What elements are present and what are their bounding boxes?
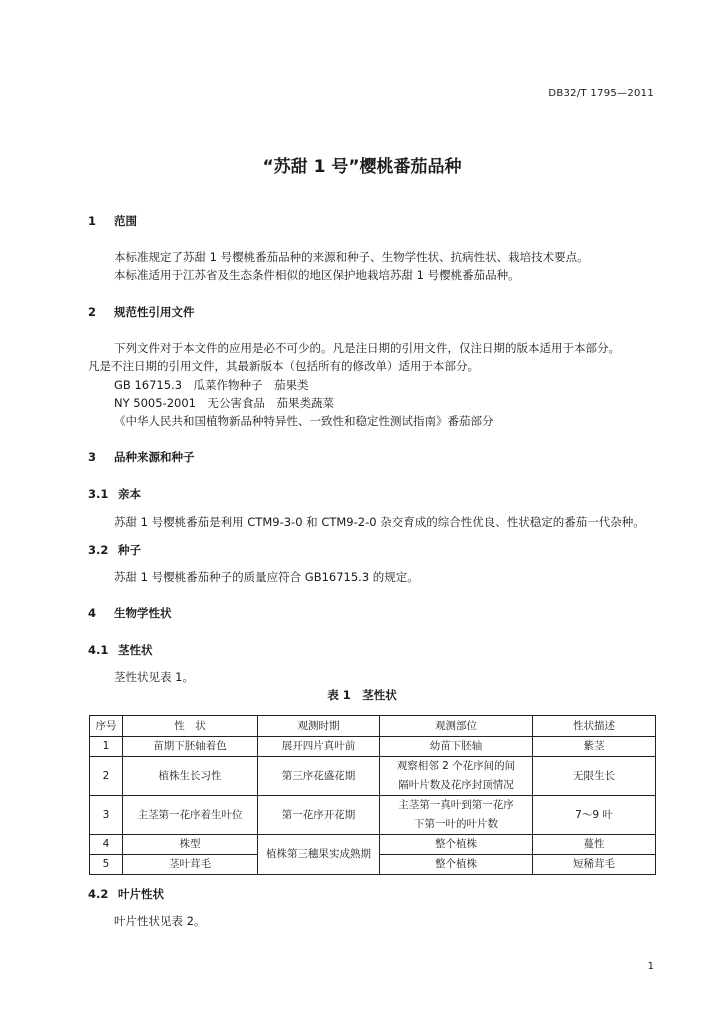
table-header-cell: 序号 [90,716,123,737]
table-header-cell: 观测部位 [380,716,533,737]
reference-item: NY 5005-2001 无公害食品 茄果类蔬菜 [114,396,334,410]
table-header-cell: 观测时期 [258,716,380,737]
table-cell: 紫茎 [533,737,656,757]
paragraph: 茎性状见表 1。 [114,670,194,684]
standard-number: DB32/T 1795—2011 [548,88,654,99]
paragraph: 苏甜 1 号樱桃番茄是利用 CTM9-3-0 和 CTM9-2-0 杂交育成的综合性优良、性状稳定的番茄一代杂种。 [114,515,645,529]
table-row [90,796,656,835]
table-row [90,835,656,855]
subsection-4-1-heading [88,642,153,658]
section-number: 2 [88,305,97,319]
table-cell: 主茎第一花序着生叶位 [123,796,258,835]
subsection-3-1-heading [88,486,141,502]
subsection-title: 种子 [118,543,141,557]
paragraph: 凡是不注日期的引用文件，其最新版本（包括所有的修改单）适用于本部分。 [88,359,479,373]
table-cell [380,796,533,835]
table-cell: 2 [90,757,123,796]
table-cell: 第一花序开花期 [258,796,380,835]
subsection-number: 4.1 [88,643,109,657]
page-number: 1 [647,961,654,972]
document-title: “苏甜 1 号”樱桃番茄品种 [262,157,462,177]
table-cell-merged: 植株第三穗果实成熟期 [258,835,380,875]
section-3-heading [88,449,195,465]
cell-line: 观察相邻 2 个花序间的间 [396,760,516,772]
table-row [90,737,656,757]
table-cell: 整个植株 [380,855,533,875]
cell-line: 主茎第一真叶到第一花序 [398,799,514,811]
table-header-row [90,716,656,737]
section-title: 生物学性状 [114,606,172,620]
paragraph: 下列文件对于本文件的应用是必不可少的。凡是注日期的引用文件，仅注日期的版本适用于本部分。 [114,341,620,355]
table-cell: 植株生长习性 [123,757,258,796]
section-title: 范围 [114,214,137,228]
table-cell: 蔓性 [533,835,656,855]
table-cell: 展开四片真叶前 [258,737,380,757]
paragraph: 本标准规定了苏甜 1 号樱桃番茄品种的来源和种子、生物学性状、抗病性状、栽培技术要点。 [114,250,589,264]
reference-item: 《中华人民共和国植物新品种特异性、一致性和稳定性测试指南》番茄部分 [114,414,494,428]
section-number: 3 [88,450,97,464]
table-cell: 苗期下胚轴着色 [123,737,258,757]
stem-traits-table [89,715,656,875]
table-cell: 5 [90,855,123,875]
subsection-title: 叶片性状 [118,887,164,901]
subsection-number: 3.2 [88,543,109,557]
table-cell [380,757,533,796]
table-header-cell: 性 状 [123,716,258,737]
table-cell: 4 [90,835,123,855]
section-title: 品种来源和种子 [114,450,195,464]
paragraph: 本标准适用于江苏省及生态条件相似的地区保护地栽培苏甜 1 号樱桃番茄品种。 [114,268,520,282]
section-number: 1 [88,214,97,228]
section-4-heading [88,605,172,621]
table-cell: 3 [90,796,123,835]
table-cell: 无限生长 [533,757,656,796]
table-cell: 幼苗下胚轴 [380,737,533,757]
paragraph: 叶片性状见表 2。 [114,914,206,928]
table-header-cell: 性状描述 [533,716,656,737]
section-1-heading [88,213,137,229]
table-cell: 第三序花盛花期 [258,757,380,796]
table-cell: 7～9 叶 [533,796,656,835]
table-caption: 表 1 茎性状 [327,688,397,702]
table-row [90,757,656,796]
subsection-title: 茎性状 [118,643,153,657]
reference-item: GB 16715.3 瓜菜作物种子 茄果类 [114,378,309,392]
cell-line: 隔叶片数及花序封顶情况 [398,779,514,791]
subsection-3-2-heading [88,542,141,558]
subsection-number: 4.2 [88,887,109,901]
table-cell: 1 [90,737,123,757]
cell-line: 下第一叶的叶片数 [414,818,498,830]
section-title: 规范性引用文件 [114,305,195,319]
subsection-4-2-heading [88,886,164,902]
section-number: 4 [88,606,97,620]
subsection-number: 3.1 [88,487,109,501]
table-cell: 茎叶茸毛 [123,855,258,875]
table-cell: 整个植株 [380,835,533,855]
paragraph: 苏甜 1 号樱桃番茄种子的质量应符合 GB16715.3 的规定。 [114,570,419,584]
section-2-heading [88,304,195,320]
table-cell: 短稀茸毛 [533,855,656,875]
table-cell: 株型 [123,835,258,855]
subsection-title: 亲本 [118,487,141,501]
